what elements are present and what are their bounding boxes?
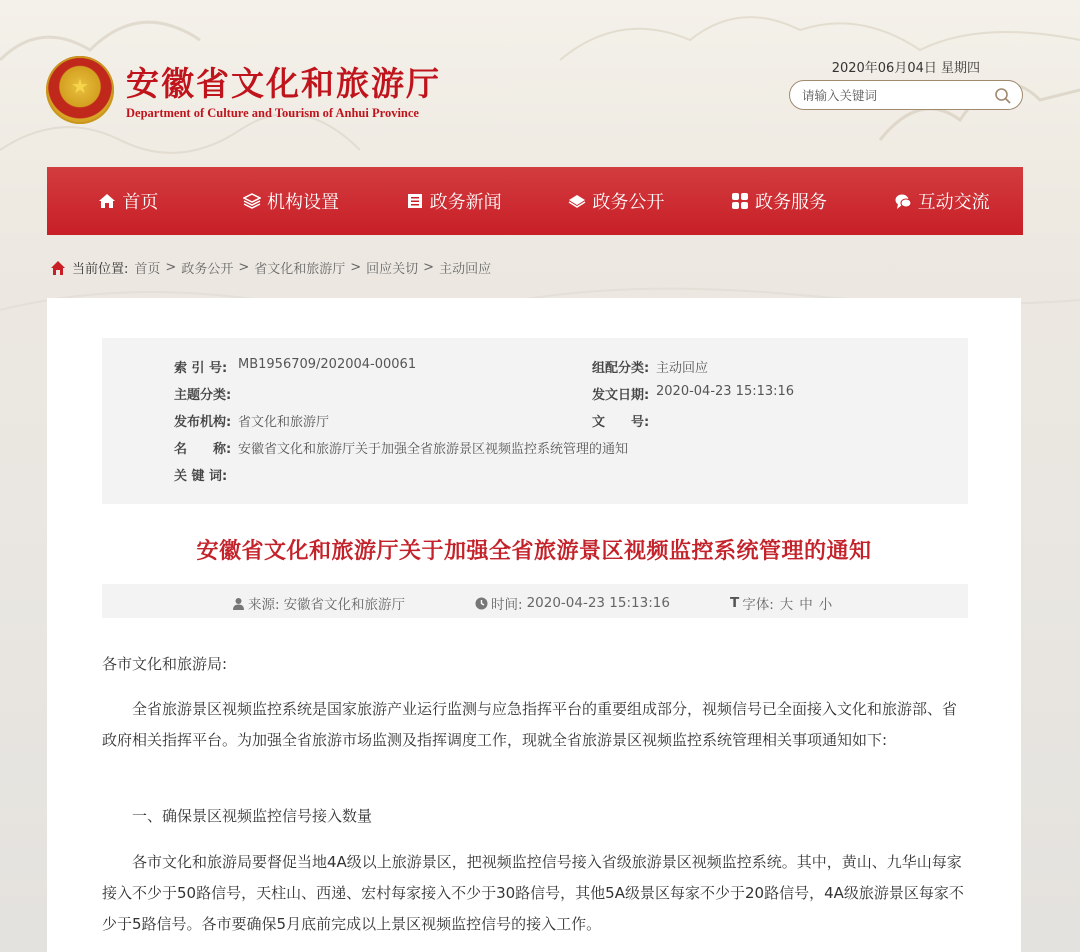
breadcrumb-public-affairs[interactable]: 政务公开 [181,262,234,277]
meta-keywords [174,465,238,484]
article-source [232,593,405,613]
time-value: 2020-04-23 15:13:16 [526,595,670,611]
site-title[interactable]: 安徽省文化和旅游厅 [126,64,441,103]
font-t-icon: T [730,595,740,611]
main-nav [47,167,1023,235]
article-title: 安徽省文化和旅游厅关于加强全省旅游景区视频监控系统管理的通知 [196,539,872,564]
breadcrumb-active-response[interactable]: 主动回应 [439,262,492,277]
meta-docno-label: 文 号: [592,415,650,430]
meta-keywords-label: 关 键 词: [174,469,228,484]
nav-label: 政务服务 [755,192,828,213]
home-icon [50,260,66,276]
font-size-controls [730,593,832,613]
meta-date-value: 2020-04-23 15:13:16 [656,384,795,399]
article-heading: 一、确保景区视频监控信号接入数量 [132,807,373,825]
source-value: 安徽省文化和旅游厅 [283,597,406,613]
article-info-bar [102,584,968,618]
nav-news[interactable] [372,167,535,235]
nav-organization[interactable] [210,167,373,235]
diamond-icon [568,192,586,210]
breadcrumb-department[interactable]: 省文化和旅游厅 [254,262,346,277]
meta-name-label: 名 称: [174,442,232,457]
clock-icon [475,597,488,610]
nav-label: 政务新闻 [429,192,502,213]
content-panel [47,298,1021,952]
breadcrumb [50,258,491,277]
article-salutation: 各市文化和旅游局: [102,655,228,673]
layers-icon [243,192,261,210]
breadcrumb-separator: > [350,260,362,275]
grid-icon [731,192,749,210]
breadcrumb-label: 当前位置: [72,262,129,277]
meta-category-label: 组配分类: [592,361,650,376]
search-box [789,80,1023,110]
meta-topic-label: 主题分类: [174,388,232,403]
national-emblem-icon[interactable]: ★ [46,56,114,124]
meta-category-value: 主动回应 [656,361,709,376]
document-metadata [102,338,968,504]
breadcrumb-separator: > [423,260,435,275]
meta-org-label: 发布机构: [174,415,232,430]
breadcrumb-separator: > [238,260,250,275]
meta-index-value: MB1956709/202004-00061 [238,357,417,372]
current-date: 2020年06月04日 星期四 [831,61,980,76]
font-medium-button[interactable]: 中 [799,597,813,613]
source-label: 来源: [248,597,280,613]
meta-index [174,357,416,376]
breadcrumb-separator: > [165,260,177,275]
article-paragraph: 各市文化和旅游局要督促当地4A级以上旅游景区，把视频监控信号接入省级旅游景区视频监控系统。其中，黄山、九华山每家接入不少于50路信号，天柱山、西递、宏村每家接入不少于30路信号，其他5A级景区每家不少于20路信号，4A级旅游景区每家不少于5路信号。各市要确保5月底前完成以上景区视频监控信号的接入工作。 [102,853,964,933]
nav-services[interactable] [698,167,861,235]
meta-org [174,411,329,430]
news-icon [406,192,424,210]
breadcrumb-concerns[interactable]: 回应关切 [366,262,419,277]
meta-index-label: 索 引 号: [174,361,228,376]
chat-icon [894,192,912,210]
font-large-button[interactable]: 大 [779,597,794,613]
meta-org-value: 省文化和旅游厅 [238,415,330,430]
meta-name [174,438,628,457]
time-label: 时间: [491,597,523,613]
font-small-button[interactable]: 小 [818,597,833,613]
site-header [0,0,1080,168]
nav-home[interactable] [47,167,210,235]
nav-label: 机构设置 [267,192,339,213]
meta-category [592,357,708,376]
breadcrumb-home[interactable]: 首页 [134,262,161,277]
meta-name-value: 安徽省文化和旅游厅关于加强全省旅游景区视频监控系统管理的通知 [238,442,629,457]
search-icon[interactable] [994,87,1012,105]
nav-public-affairs[interactable] [535,167,698,235]
nav-interaction[interactable] [860,167,1023,235]
nav-label: 互动交流 [917,192,990,213]
meta-date [592,384,794,403]
site-subtitle: Department of Culture and Tourism of Anhui Province [126,106,419,120]
font-label: 字体: [742,597,774,613]
meta-date-label: 发文日期: [592,388,650,403]
nav-label: 政务公开 [592,192,665,213]
meta-docno [592,411,656,430]
article-paragraph: 全省旅游景区视频监控系统是国家旅游产业运行监测与应急指挥平台的重要组成部分，视频信号已全面接入文化和旅游部、省政府相关指挥平台。为加强全省旅游市场监测及指挥调度工作，现就全省旅游景区视频监控系统管理相关事项通知如下: [102,700,958,749]
home-icon [98,192,116,210]
search-input[interactable] [802,86,982,104]
article-time [475,593,670,613]
meta-topic [174,384,238,403]
nav-label: 首页 [122,192,159,213]
user-icon [232,597,245,610]
